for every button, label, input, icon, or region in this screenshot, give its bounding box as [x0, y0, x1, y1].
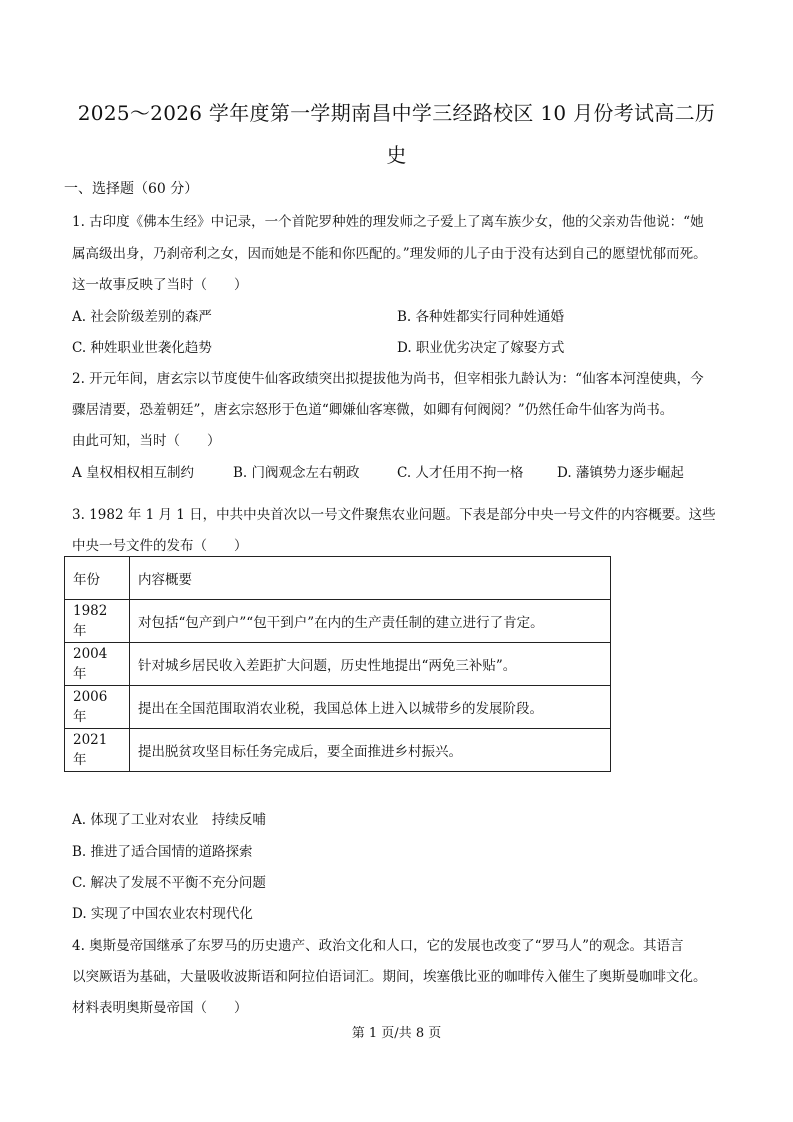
table-header-year: 年份 [65, 557, 130, 600]
question-3-option-b: B. 推进了适合国情的道路探索 [72, 844, 253, 860]
document-title [60, 92, 733, 176]
table-cell-year: 1982 年 [65, 600, 130, 643]
question-2-option-b: B. 门阀观念左右朝政 [233, 465, 360, 481]
page-footer: 第 1 页/共 8 页 [351, 1026, 442, 1041]
question-2-line-2: 骤居清要，恐羞朝廷”，唐玄宗怒形于色道“卿嫌仙客寒微，如卿有何阀阅？”仍然任命牛仙客为尚书。 [72, 402, 674, 418]
table-header-row [65, 557, 611, 600]
question-1-option-a: A. 社会阶级差别的森严 [72, 309, 212, 325]
question-3-line-2: 中央一号文件的发布（ ） [72, 538, 248, 554]
table-row [65, 600, 611, 643]
question-2-line-3: 由此可知，当时（ ） [72, 433, 221, 449]
question-2-option-d: D. 藩镇势力逐步崛起 [557, 465, 684, 481]
question-3-line-1: 3. 1982 年 1 月 1 日，中共中央首次以一号文件聚焦农业问题。下表是部分中央一号文件的内容概要。这些 [72, 507, 716, 523]
question-4-line-1: 4. 奥斯曼帝国继承了东罗马的历史遗产、政治文化和人口，它的发展也改变了“罗马人”的观念。其语言 [72, 938, 684, 954]
question-2-option-c: C. 人才任用不拘一格 [397, 465, 524, 481]
table-cell-summary: 针对城乡居民收入差距扩大问题，历史性地提出“两免三补贴”。 [130, 643, 611, 686]
title-line-2: 史 [386, 143, 407, 167]
table-cell-year: 2004 年 [65, 643, 130, 686]
question-2-line-1: 2. 开元年间，唐玄宗以节度使牛仙客政绩突出拟提拔他为尚书，但宰相张九龄认为：“仙客本河湟使典，今 [72, 371, 704, 387]
question-1-option-d: D. 职业优劣决定了嫁娶方式 [397, 340, 565, 356]
table-row [65, 729, 611, 772]
question-3-option-c: C. 解决了发展不平衡不充分问题 [72, 875, 266, 891]
question-2-option-a: A 皇权相权相互制约 [72, 465, 195, 481]
question-3-option-d: D. 实现了中国农业农村现代化 [72, 906, 253, 922]
question-1-line-3: 这一故事反映了当时（ ） [72, 277, 248, 293]
table-row [65, 643, 611, 686]
question-1-option-c: C. 种姓职业世袭化趋势 [72, 340, 212, 356]
table-header-summary: 内容概要 [130, 557, 611, 600]
question-1-line-1: 1. 古印度《佛本生经》中记录，一个首陀罗种姓的理发师之子爱上了离车族少女，他的父亲劝告他说：“她 [72, 214, 704, 230]
table-cell-summary: 提出在全国范围取消农业税，我国总体上进入以城带乡的发展阶段。 [130, 686, 611, 729]
question-1-option-b: B. 各种姓都实行同种姓通婚 [397, 309, 565, 325]
section-heading: 一、选择题（60 分） [64, 181, 199, 197]
table-cell-summary: 提出脱贫攻坚目标任务完成后，要全面推进乡村振兴。 [130, 729, 611, 772]
table-cell-summary: 对包括“包产到户”“包干到户”在内的生产责任制的建立进行了肯定。 [130, 600, 611, 643]
policy-table [64, 556, 611, 772]
question-1-line-2: 属高级出身，乃刹帝利之女，因而她是不能和你匹配的。”理发师的儿子由于没有达到自己的愿望忧郁而死。 [72, 246, 707, 262]
title-line-1: 2025～2026 学年度第一学期南昌中学三经路校区 10 月份考试高二历 [77, 101, 716, 125]
question-4-line-3: 材料表明奥斯曼帝国（ ） [72, 1000, 248, 1016]
question-3-option-a: A. 体现了工业对农业 持续反哺 [72, 812, 266, 828]
table-cell-year: 2006 年 [65, 686, 130, 729]
question-4-line-2: 以突厥语为基础，大量吸收波斯语和阿拉伯语词汇。期间，埃塞俄比亚的咖啡传入催生了奥斯曼咖啡文化。 [72, 969, 707, 985]
table-row [65, 686, 611, 729]
table-cell-year: 2021 年 [65, 729, 130, 772]
